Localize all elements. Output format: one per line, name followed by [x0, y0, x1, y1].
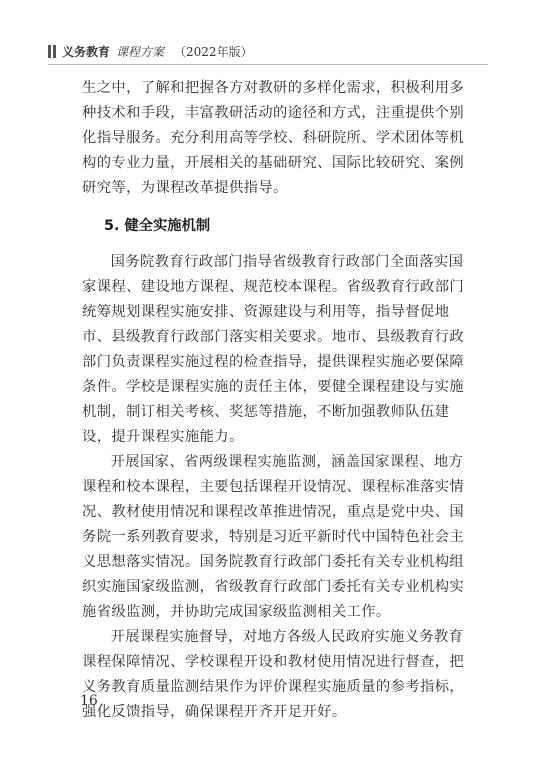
- header-subtitle: 课程方案: [116, 44, 165, 59]
- running-header: [48, 40, 488, 62]
- page-number: 16: [80, 693, 98, 709]
- paragraph-supervision: 开展课程实施督导，对地方各级人民政府实施义务教育课程保障情况、学校课程开设和教材使用情况进行督查，把义务教育质量监测结果作为评价课程实施质量的参考指标，强化反馈指导，确保课程开齐开足开好。: [82, 629, 465, 720]
- paragraph-monitoring: 开展国家、省两级课程实施监测，涵盖国家课程、地方课程和校本课程，主要包括课程开设情况、课程标准落实情况、教材使用情况和课程改革推进情况，重点是党中央、国务院一系列教育要求，特别是习近平新时代中国特色社会主义思想落实情况。国务院教育行政部门委托有关专业机构组织实施国家级监测，省级教育行政部门委托有关专业机构实施省级监测，并协助完成国家级监测相关工作。: [82, 454, 465, 620]
- page-body: [82, 76, 466, 725]
- header-title: 义务教育: [62, 44, 111, 59]
- header-edition: （2022年版）: [174, 44, 253, 59]
- section-heading: 5. 健全实施机制: [104, 218, 211, 234]
- header-bar-mark: [48, 45, 56, 58]
- intro-paragraph: 生之中，了解和把握各方对教研的多样化需求，积极利用多种技术和手段，丰富教研活动的途径和方式，注重提供个别化指导服务。充分利用高等学校、科研院所、学术团体等机构的专业力量，开展相关的基础研究、国际比较研究、案例研究等，为课程改革提供指导。: [82, 80, 465, 196]
- header-divider: [48, 64, 488, 65]
- paragraph-implementation: 国务院教育行政部门指导省级教育行政部门全面落实国家课程、建设地方课程、规范校本课程。省级教育行政部门统筹规划课程实施安排、资源建设与利用等，指导督促地市、县级教育行政部门落实相关要求。地市、县级教育行政部门负责课程实施过程的检查指导，提供课程实施必要保障条件。学校是课程实施的责任主体，要健全课程建设与实施机制，制订相关考核、奖惩等措施，不断加强教师队伍建设，提升课程实施能力。: [82, 254, 465, 445]
